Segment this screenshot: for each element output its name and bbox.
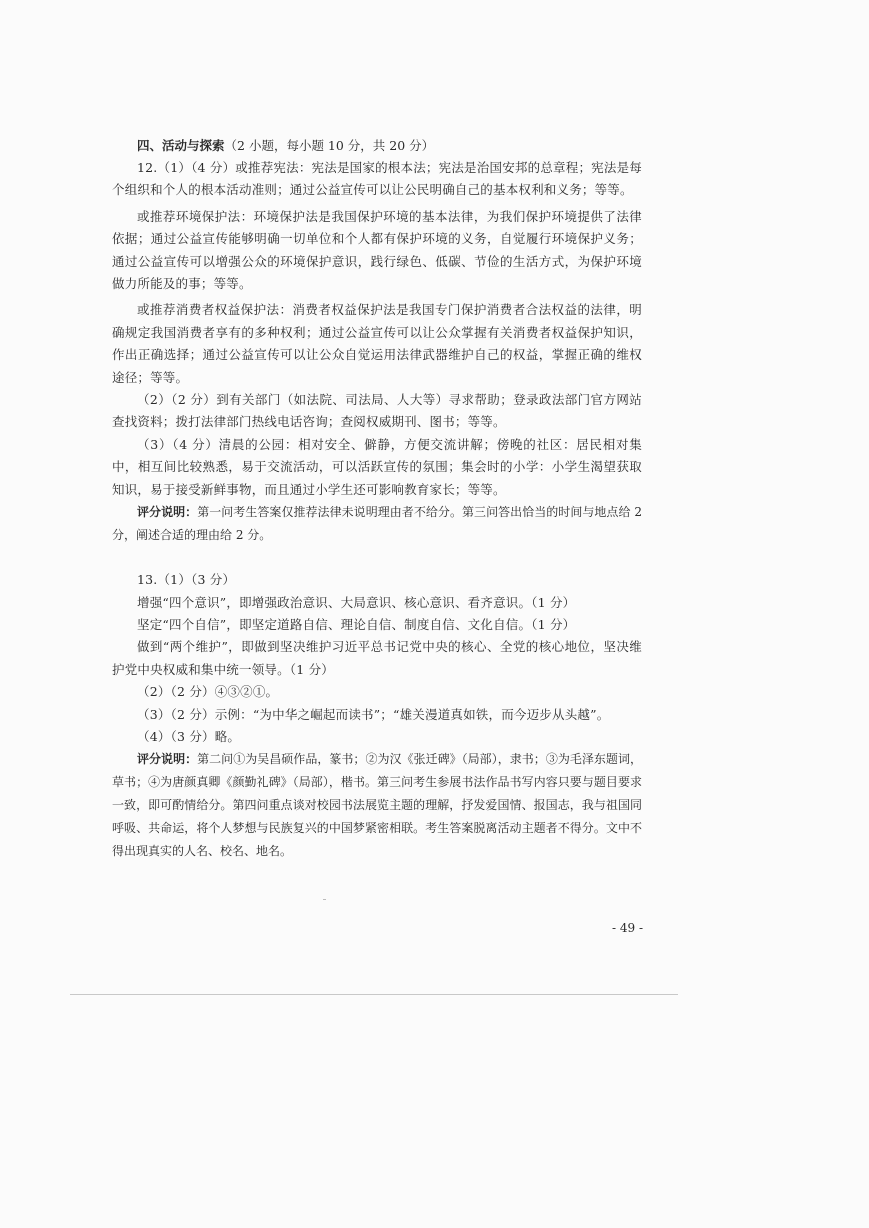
q12-part1: 12.（1）（4 分）或推荐宪法：宪法是国家的根本法；宪法是治国安邦的总章程；宪法是每个组织和个人的根本活动准则；通过公益宣传可以让公民明确自己的基本权利和义务；等等。 xyxy=(112,160,642,198)
page-divider xyxy=(70,994,678,995)
q13-scoring-note xyxy=(112,748,642,863)
q12-part2: （2）（2 分）到有关部门（如法院、司法局、人大等）寻求帮助；登录政法部门官方网站查找资料；拨打法律部门热线电话咨询；查阅权威期刊、图书；等等。 xyxy=(112,392,642,430)
answer-content xyxy=(112,135,642,863)
q12-scoring-note xyxy=(112,501,642,547)
q12-scoring-label: 评分说明： xyxy=(137,505,198,520)
q13-four-confidence: 坚定“四个自信”，即坚定道路自信、理论自信、制度自信、文化自信。（1 分） xyxy=(137,616,576,632)
q13-part4: （4）（3 分）略。 xyxy=(137,728,241,744)
q13-part3: （3）（2 分）示例：“为中华之崛起而读书”；“雄关漫道真如铁，而今迈步从头越”。 xyxy=(137,706,610,722)
q13-scoring-label: 评分说明： xyxy=(137,752,198,767)
section-heading xyxy=(137,135,642,157)
page-number: - 49 - xyxy=(612,921,644,935)
q12-scoring-text: 第一问考生答案仅推荐法律未说明理由者不给分。第三问答出恰当的时间与地点给 2 分，阐述合适的理由给 2 分。 xyxy=(112,505,642,543)
q13-scoring-text: 第二问①为吴昌硕作品，篆书；②为汉《张迁碑》（局部），隶书；③为毛泽东题词，草书；④为唐颜真卿《颜勤礼碑》（局部），楷书。第三问考生参展书法作品书写内容只要与题目要求一致，即可酌情给分。第四问重点谈对校园书法展览主题的理解，抒发爱国情、报国志，我与祖国同呼吸、共命运，将个人梦想与民族复兴的中国梦紧密相联。考生答案脱离活动主题者不得分。文中不得出现真实的人名、校名、地名。 xyxy=(112,752,642,859)
q12-env-law: 或推荐环境保护法：环境保护法是我国保护环境的基本法律，为我们保护环境提供了法律依据；通过公益宣传能够明确一切单位和个人都有保护环境的义务，自觉履行环境保护义务；通过公益宣传可以增强公众的环境保护意识，践行绿色、低碳、节俭的生活方式，为保护环境做力所能及的事；等等。 xyxy=(112,208,642,292)
q12-part3: （3）（4 分）清晨的公园：相对安全、僻静，方便交流讲解；傍晚的社区：居民相对集中，相互间比较熟悉，易于交流活动，可以活跃宣传的氛围；集会时的小学：小学生渴望获取知识，易于接受新鲜事物，而且通过小学生还可影响教育家长；等等。 xyxy=(112,436,642,497)
section-title: 四、活动与探索 xyxy=(137,138,225,153)
scan-speck xyxy=(323,899,326,900)
q13-part1: 13.（1）（3 分） xyxy=(137,572,236,588)
q13-four-consciousness: 增强“四个意识”，即增强政治意识、大局意识、核心意识、看齐意识。（1 分） xyxy=(137,594,576,610)
q13-two-safeguards: 做到“两个维护”，即做到坚决维护习近平总书记党中央的核心、全党的核心地位，坚决维护党中央权威和集中统一领导。（1 分） xyxy=(112,639,642,677)
q12-consumer-law: 或推荐消费者权益保护法：消费者权益保护法是我国专门保护消费者合法权益的法律，明确规定我国消费者享有的多种权利；通过公益宣传可以让公众掌握有关消费者权益保护知识，作出正确选择；通过公益宣传可以让公众自觉运用法律武器维护自己的权益，掌握正确的维权途径；等等。 xyxy=(112,302,642,385)
q13-part2: （2）（2 分）④③②①。 xyxy=(137,684,279,700)
section-note: （2 小题，每小题 10 分，共 20 分） xyxy=(224,138,435,153)
